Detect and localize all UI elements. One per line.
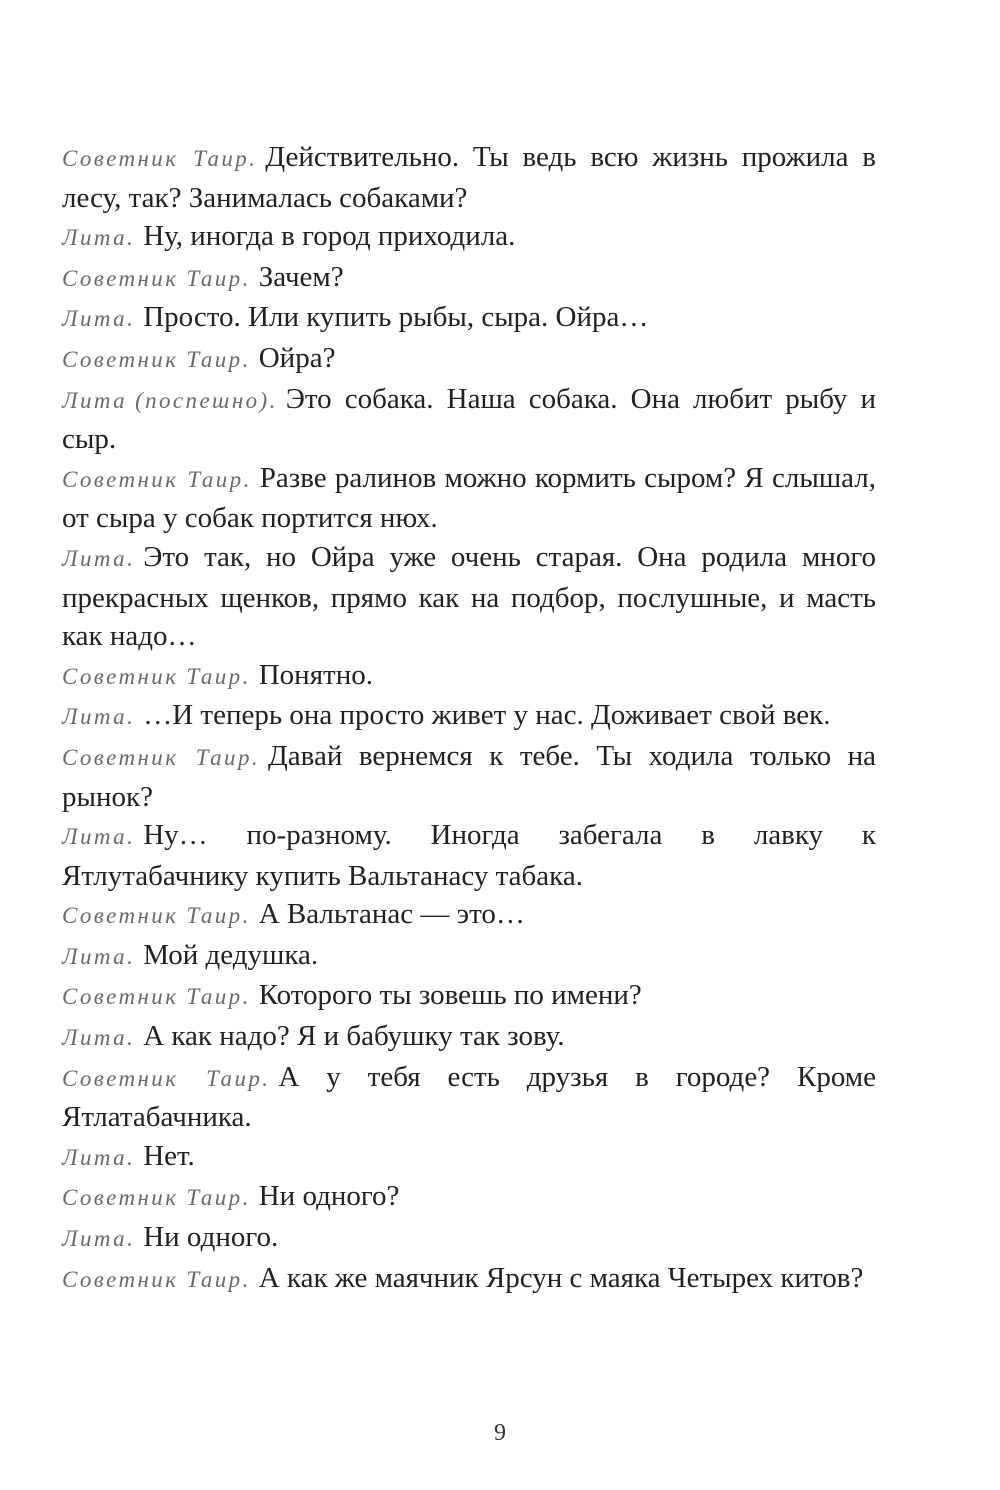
dialogue-line (62, 656, 876, 697)
speaker-name: Советник Таир. (62, 466, 252, 492)
speaker-name: Лита (62, 387, 128, 413)
dialogue-text: Разве ралинов можно кормить сыром? Я слышал, от сыра у собак портится нюх. (62, 461, 876, 535)
dialogue-line (62, 1017, 876, 1058)
dialogue-line (62, 138, 876, 217)
dialogue-line (62, 258, 876, 299)
dialogue-line (62, 1058, 876, 1137)
dialogue-line (62, 380, 876, 459)
speaker-name: Лита. (62, 704, 136, 730)
speaker-name: Лита. (62, 1226, 136, 1252)
speaker-name: Советник Таир. (62, 903, 251, 929)
speaker-name: Советник Таир. (62, 265, 251, 291)
dialogue-text: Действительно. Ты ведь всю жизнь прожила в лесу, так? Занималась собаками? (62, 141, 877, 214)
dialogue-line (62, 1177, 876, 1218)
dialogue-text: А у тебя есть друзья в городе? Кроме Ятлатабачника. (62, 1060, 876, 1134)
dialogue-line (62, 976, 876, 1017)
speaker-name: Советник Таир. (62, 984, 251, 1010)
dialogue-line (62, 1259, 876, 1300)
speaker-name: Лита. (62, 1144, 136, 1170)
dialogue-line (62, 737, 876, 816)
speaker-name: Советник Таир. (62, 1185, 251, 1211)
dialogue-text: Ну… по-разному. Иногда забегала в лавку к Ятлутабачнику купить Вальтанасу табака. (62, 819, 876, 892)
dialogue-text: Которого ты зовешь по имени? (258, 979, 642, 1012)
dialogue-text: Понятно. (258, 658, 373, 691)
speaker-name: Лита. (62, 225, 136, 251)
speaker-name: Лита. (62, 943, 136, 969)
page-number: 9 (494, 1420, 506, 1446)
dialogue-line (62, 339, 876, 380)
dialogue-text: Просто. Или купить рыбы, сыра. Ойра… (143, 301, 649, 334)
speaker-name: Лита. (62, 824, 136, 850)
dialogue-text: Ойра? (258, 341, 336, 374)
dialogue-block (62, 138, 876, 1299)
dialogue-text: А как надо? Я и бабушку так зову. (143, 1020, 565, 1053)
speaker-name: Лита. (62, 545, 136, 571)
dialogue-text: Давай вернемся к тебе. Ты ходила только на рынок? (62, 739, 876, 813)
dialogue-text: Нет. (143, 1139, 195, 1172)
dialogue-line (62, 538, 876, 656)
speaker-name: Лита. (62, 306, 136, 332)
dialogue-line (62, 217, 876, 258)
dialogue-text: А как же маячник Ярсун с маяка Четырех китов? (258, 1261, 864, 1294)
speaker-name: Лита. (62, 1025, 136, 1051)
dialogue-text: Это собака. Наша собака. Она любит рыбу и сыр. (62, 382, 876, 456)
dialogue-text: Ни одного. (143, 1221, 279, 1254)
speaker-name: Советник Таир. (62, 146, 258, 171)
dialogue-text: А Вальтанас — это… (258, 898, 525, 931)
dialogue-text: Ни одного? (258, 1180, 400, 1213)
dialogue-line (62, 298, 876, 339)
dialogue-text: …И теперь она просто живет у нас. Доживает свой век. (143, 699, 831, 732)
dialogue-line (62, 696, 876, 737)
dialogue-line (62, 1137, 876, 1178)
dialogue-text: Мой дедушка. (143, 938, 319, 971)
speaker-name: Советник Таир. (62, 1065, 271, 1091)
speaker-name: Советник Таир. (62, 346, 251, 372)
speaker-name: Советник Таир. (62, 663, 251, 689)
dialogue-line (62, 816, 876, 895)
dialogue-line (62, 936, 876, 977)
dialogue-text: Зачем? (258, 260, 344, 293)
dialogue-line (62, 459, 876, 538)
speaker-name: Советник Таир. (62, 1266, 251, 1292)
dialogue-line (62, 895, 876, 936)
stage-direction: (поспешно). (135, 387, 278, 413)
dialogue-line (62, 1218, 876, 1259)
speaker-name: Советник Таир. (62, 744, 260, 770)
dialogue-text: Ну, иногда в город приходила. (143, 220, 516, 253)
dialogue-text: Это так, но Ойра уже очень старая. Она родила много прекрасных щенков, прямо как на подбор, послушные, и масть как надо… (62, 540, 876, 653)
